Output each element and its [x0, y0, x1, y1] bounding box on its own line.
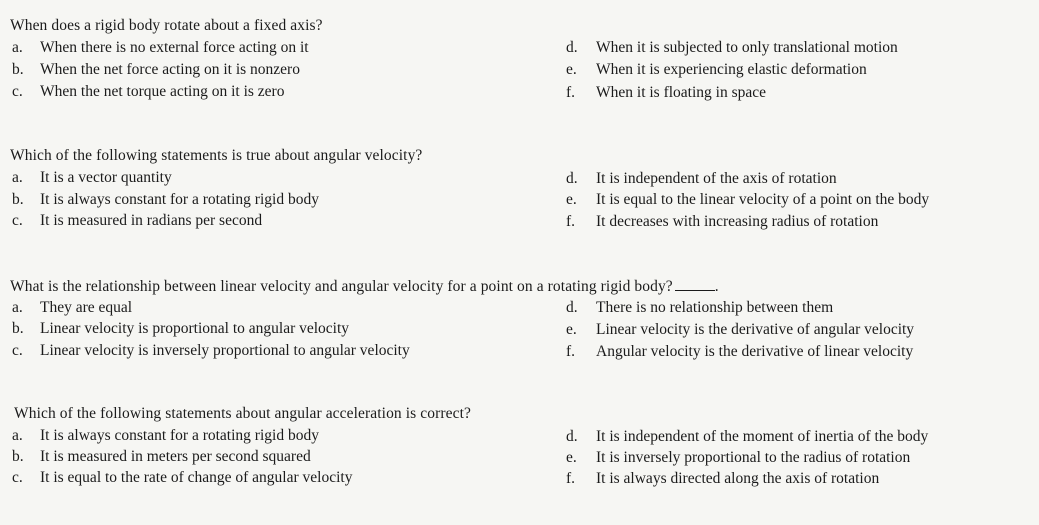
option-letter: f.: [566, 470, 576, 487]
question-4-option-d[interactable]: [566, 427, 928, 447]
option-letter: d.: [566, 39, 578, 56]
option-letter: c.: [12, 469, 23, 486]
option-letter: e.: [566, 61, 577, 78]
option-text: It is independent of the axis of rotation: [596, 170, 837, 187]
question-1-option-e[interactable]: [566, 60, 867, 80]
option-letter: c.: [12, 342, 23, 359]
option-letter: e.: [566, 449, 577, 466]
option-text: When it is experiencing elastic deformation: [596, 61, 867, 78]
question-1-option-f[interactable]: [566, 83, 766, 103]
option-letter: a.: [12, 169, 23, 186]
question-3-text: What is the relationship between linear velocity and angular velocity for a point on a rotating rigid body? .: [10, 278, 719, 295]
question-1-option-a[interactable]: [12, 38, 309, 58]
question-2-option-c[interactable]: [12, 211, 262, 231]
question-2-text: Which of the following statements is true about angular velocity?: [10, 147, 423, 164]
option-letter: c.: [12, 83, 23, 100]
option-letter: a.: [12, 299, 23, 316]
option-text: When the net torque acting on it is zero: [40, 83, 285, 100]
question-1-option-d[interactable]: [566, 38, 898, 58]
option-letter: e.: [566, 321, 577, 338]
question-2-option-f[interactable]: [566, 212, 878, 232]
question-4-option-c[interactable]: [12, 468, 352, 488]
question-1-option-c[interactable]: [12, 82, 284, 102]
option-letter: c.: [12, 212, 23, 229]
option-letter: a.: [12, 39, 23, 56]
option-letter: d.: [566, 170, 578, 187]
question-2-option-a[interactable]: [12, 168, 172, 188]
question-3-text-body: What is the relationship between linear velocity and angular velocity for a point on a rotating rigid body?: [10, 278, 673, 295]
option-text: It is always constant for a rotating rigid body: [40, 427, 319, 444]
option-letter: f.: [566, 343, 576, 360]
question-1-option-b[interactable]: [12, 60, 300, 80]
option-text: Linear velocity is proportional to angular velocity: [40, 320, 350, 337]
answer-blank[interactable]: [675, 276, 715, 291]
option-text: When there is no external force acting on it: [40, 39, 309, 56]
option-letter: b.: [12, 191, 24, 208]
option-text: Linear velocity is the derivative of angular velocity: [596, 321, 915, 338]
option-text: Angular velocity is the derivative of linear velocity: [596, 343, 914, 360]
option-text: Linear velocity is inversely proportional to angular velocity: [40, 342, 410, 359]
option-text: It is equal to the linear velocity of a point on the body: [596, 191, 930, 208]
question-4-option-b[interactable]: [12, 447, 311, 467]
option-text: It is equal to the rate of change of angular velocity: [40, 469, 353, 486]
option-text: It is inversely proportional to the radius of rotation: [596, 449, 911, 466]
question-2-option-d[interactable]: [566, 169, 837, 189]
option-letter: d.: [566, 299, 578, 316]
question-3-option-b[interactable]: [12, 319, 349, 339]
question-1-text: When does a rigid body rotate about a fixed axis?: [10, 17, 323, 34]
option-text: It is a vector quantity: [40, 169, 172, 186]
option-text: There is no relationship between them: [596, 299, 834, 316]
option-letter: f.: [566, 213, 576, 230]
question-4-option-f[interactable]: [566, 469, 879, 489]
option-text: It is independent of the moment of inertia of the body: [596, 428, 929, 445]
question-4-option-a[interactable]: [12, 426, 319, 446]
option-text: It is measured in meters per second squared: [40, 448, 311, 465]
question-3-option-f[interactable]: [566, 342, 913, 362]
option-text: It is always constant for a rotating rigid body: [40, 191, 319, 208]
option-text: They are equal: [40, 299, 133, 316]
option-letter: b.: [12, 61, 24, 78]
option-letter: e.: [566, 191, 577, 208]
option-letter: d.: [566, 428, 578, 445]
option-letter: b.: [12, 448, 24, 465]
question-3-option-c[interactable]: [12, 341, 472, 361]
option-letter: b.: [12, 320, 24, 337]
question-2-option-b[interactable]: [12, 190, 319, 210]
question-4-option-e[interactable]: [566, 448, 910, 468]
option-text: It decreases with increasing radius of rotation: [596, 213, 879, 230]
question-3-option-e[interactable]: [566, 320, 914, 340]
option-text: It is always directed along the axis of rotation: [596, 470, 880, 487]
option-text: When it is floating in space: [596, 84, 767, 101]
option-letter: f.: [566, 84, 576, 101]
option-text: When the net force acting on it is nonzero: [40, 61, 300, 78]
question-3-option-d[interactable]: [566, 298, 833, 318]
option-text: When it is subjected to only translational motion: [596, 39, 898, 56]
question-3-option-a[interactable]: [12, 298, 132, 318]
option-letter: a.: [12, 427, 23, 444]
option-text: It is measured in radians per second: [40, 212, 263, 229]
question-2-option-e[interactable]: [566, 190, 929, 210]
question-4-text: Which of the following statements about angular acceleration is correct?: [14, 405, 471, 422]
